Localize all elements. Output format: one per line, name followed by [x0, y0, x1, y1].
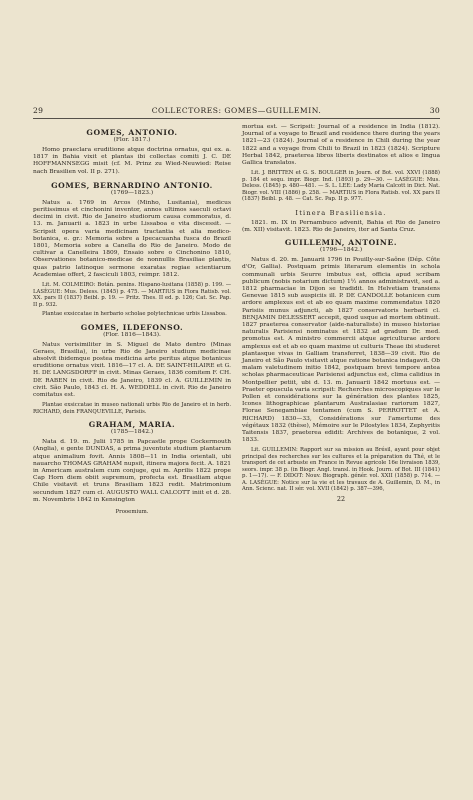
entry-text: Nata d. 19. m. Julii 1785 in Papcastle prope Cockermouth (Anglia), e gente DUNDAS, a prima juventute studium plantarum atque animalium fovit. Annis 1808—11 in India orientali, ubi nauarcho THOMAS GRAHAM nupsit, itinera majora fecit. A. 1821 in Americam australem cum conjuge, qui m. Aprilis 1822 prope Cap Horn diem obiit supremum, profecta est. Brasiliam atque Chile visitavit et truns Brasiliam 1823 redit. Matrimonium secundum 1827 cum cl. AUGUSTO WALL CALCOTT iniit et d. 28. m. Novembris 1842 in Kensington	[33, 439, 231, 503]
entry-heading: GRAHAM, MARIA.	[88, 420, 176, 430]
right-column	[242, 124, 440, 503]
entry-text: Homo praeclara eruditione atque doctrina ornatus, qui ex. a. 1817 in Bahia vixit et plantas ibi collectas comiti J. C. DE HOFFMANNSEGG misit (cf. M. Prinz zu Wied-Neuwied: Reise nach Brasilien vol. II p. 271).	[33, 147, 231, 175]
literature-note: Lit. M. COLMEIRO: Botán. penins. Hispano-lusitana (1858) p. 199. — LASÈGUE: Mus. Deless. (1845) p. 475. — MARTIUS in Flora Ratisb. vol. XX. pars II (1837) Beibl. p. 19. — Pritz. Thes. II ed. p. 126; Cat. Sc. Pap. II p. 932.	[33, 282, 231, 308]
entry-heading: GOMES, ANTONIO.	[86, 128, 178, 137]
left-column	[33, 124, 231, 516]
entry-text: Natus verisimiliter in S. Miguel de Mato dentro (Minas Geraes, Brasilia), in urbe Rio de Janeiro studium medicinae absolvit ibidemque postea medicina arte peritus atque botanicus eruditione ornatus vixit. 1816—17 cl. A. DE SAINT-HILAIRE et G. H. DE LANGSDORFF in civit. Minas Geraes, 1836 comitem F. CH. DE RABEN in civit. Rio de Janeiro, 1839 cl. A. GUILLEMIN in civit. São Paulo, 1843 cl. H. A. WEDDELL in civit. Rio de Janeiro comitatus est.	[33, 341, 231, 398]
header-rule	[33, 118, 440, 119]
entry-dates: (1796—1842.)	[319, 247, 363, 254]
entry-heading: GOMES, BERNARDINO ANTONIO.	[51, 180, 213, 190]
entry-text: Natus a. 1769 in Arcos (Minho, Lusitania), medicus peritissimus et cinchonini inventor, annos ultimos saeculi octavi decimi in civit. Rio de Janeiro studiorum causa commoratus, d. 13. m. Januarii a. 1823 in urbe Lissaboa e vita discessit. — Scripsit opera varia medicinam tractantia et alia medico-botanica, e. gr.: Memoria sobre a Ipecacuanha fusca do Brazil 1801, Memoria sobre a Canella do Rio de Janeiro. Modo de cultivar a Canelleira 1809, Ensaio sobre o Cinchonino 1810, Observationes botanico-medicae de nonnullis Brasiliae plantis, quas patrio latinoque sermone exaratas regiae scientiarum Academiae offert, 2 fasciculi 1803, reimpr. 1812.	[33, 199, 231, 278]
proof-mark: Prooemium.	[115, 509, 149, 515]
running-title: COLLECTORES: GOMES—GUILLEMIN.	[151, 106, 322, 115]
running-header	[33, 106, 440, 118]
herbarium-note: Plantae exsiccatae in museo nationali urbis Rio de Janeiro et in herb. RICHARD, dein FRANQUEVILLE, Parisiis.	[33, 402, 231, 415]
entry-gomes-bernardino	[33, 181, 231, 318]
page-number-left: 29	[33, 106, 44, 115]
entry-graham-maria	[33, 420, 231, 504]
itinera-heading: Itinera Brasiliensia.	[295, 208, 387, 217]
entry-dates: (Flor. 1817.)	[113, 137, 151, 143]
itinera-text: 1821. m. IX in Pernambuco advenit, Bahia et Rio de Janeiro (m. XII) visitavit. 1823. Rio de Janeiro, iter ad Santa Cruz.	[242, 219, 440, 233]
entry-dates: (Flor. 1816—1843).	[103, 331, 161, 338]
page-number-right: 30	[429, 106, 440, 115]
entry-heading: GUILLEMIN, ANTOINE.	[284, 238, 398, 248]
literature-note: Lit. J. BRITTEN et G. S. BOULGER in Journ. of Bot. vol. XXVI (1888) p. 184 et sequ. impr. Biogr. Ind. (1893) p. 29—30. — LASÈGUE: Mus. Deless. (1845) p. 480—481. — S. L. LEE: Lady Maria Calcott in Dict. Nat. Biogr. vol. VIII (1886) p. 258. — MARTIUS in Flora Ratisb. vol. XX pars II (1837) Beibl. p. 48. — Cat. Sc. Pap. II p. 977.	[242, 170, 440, 203]
entry-dates: (1785—1842.)	[110, 429, 154, 436]
entry-dates: (1769—1823.)	[110, 189, 154, 196]
literature-note: Lit. GUILLEMIN: Rapport sur sa mission au Brésil, ayant pour objet principal des recherches sur les cultures et la préparation du Thé, et le transport de cet arbuste en France in Revue agricole 16e livraison 1839, seors. impr. 38 p. (in Biogr. Angl. transl. in Hook. Journ. of Bot. III (1841) p. 1—17). — F. DIDOT: Nouv. Biograph. génér. vol. XXII (1858) p. 714. — A. LASÈGUE: Notice sur la vie et les travaux de A. Guillemin, D. M., in Ann. Scienc. nat. II sér. vol. XVII (1842) p. 387—396,	[242, 447, 440, 493]
page-signature: 22	[336, 494, 346, 503]
entry-text: Natus d. 20. m. Januarii 1796 in Pouilly-sur-Saône (Dép. Côte d'Or, Gallia). Postquam primis literarum elementis in schola communali urbis Seurre imbutus est, officia apud scribam publicum (nobis notarium dictum) 1½ annos administravit, sed a. 1812 pharmaciae in Dijon se tradidit. In Helvetiam transiens Genevae 1815 sub auspiciis ill. P. DE CANDOLLE botanicen cum ardore amplexus est et ab eo quam maxime commendatus 1820 Parisiis munus adjuncti, ab 1827 conservatoris herbarii cl. BENJAMIN DELESSERT accepit, quod usque ad mortem obtinuit. 1827 praeterea conservator (aide-naturaliste) in museo historiae naturalis Parisiensi nominatus et 1832 ad gradum Dr. med. promotus est. A ministro commercii atque agriculturae ardore amplexus est et ab eo quam maxime ut culturis Theae ibi studeret plantasque vivas in Galliam transferret, 1838—39 civit. Rio de Janeiro et São Paulo visitavit atque ratione botanica indagavit. Ob malam valetudinem initio 1842, postquam brevi tempore antea scholas pharmaceuticae Parisiensi adjunctus est, clima calidius in Montpellier petiit, ubi d. 13. m. Januarii 1842 mortuus est. — Praeter opuscula varia scripsit: Recherches microscopiques sur le Pollen et considérations sur la génération des plantes 1825, Icones lithographicae plantarum Australasiae rariorum 1827, Florae Senegambiae tentamen (cum S. PERROTTET et A. RICHARD) 1830—33, Considérations sur l'amertume des végétaux 1832 (thèse), Mémoire sur le Pilostyles 1834, Zephyritis Taitensis 1837, praeterea edidit: Archives de botanique, 2 vol. 1833.	[242, 257, 440, 444]
entry-heading: GOMES, ILDEFONSO.	[80, 322, 184, 332]
entry-gomes-antonio	[33, 128, 231, 176]
entry-continuation: mortua est. — Scripsit: Journal of a residence in India (1812). Journal of a voyage to Brazil and residence there during the years 1821—23 (1824). Journal of a residence in Chili during the year 1822 and a voyage from Chili to Brazil in 1823 (1824). Scripture Herbal 1842, praeterea libros liberis destinatos et alios e lingua Gallica translatos.	[242, 124, 440, 167]
herbarium-note: Plantae exsiccatae in herbario scholae polytechnicae urbis Lissaboa.	[42, 311, 227, 318]
entry-gomes-ildefonso	[33, 323, 231, 416]
